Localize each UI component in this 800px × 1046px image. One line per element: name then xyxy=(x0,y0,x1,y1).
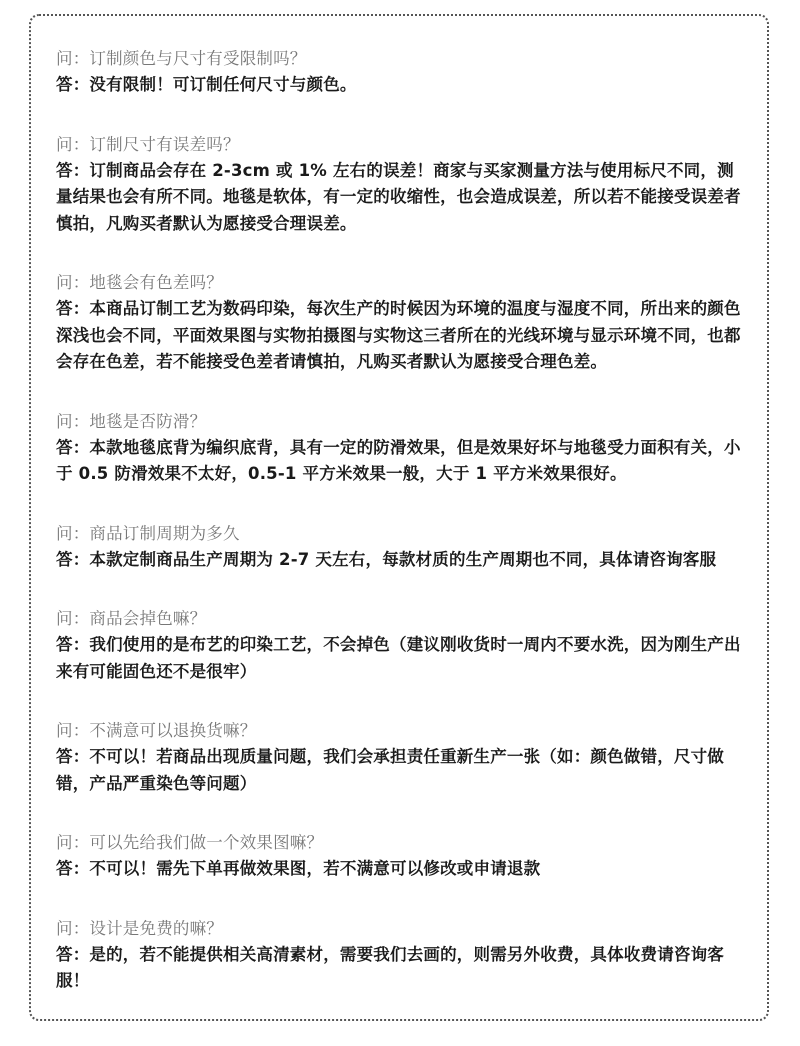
faq-question: 问：设计是免费的嘛？ xyxy=(56,918,223,938)
faq-item-color-difference xyxy=(56,270,746,376)
faq-question: 问：可以先给我们做一个效果图嘛？ xyxy=(56,833,324,852)
faq-question: 问：地毯是否防滑？ xyxy=(56,411,207,431)
faq-question: 问：订制颜色与尺寸有受限制吗？ xyxy=(56,49,307,68)
faq-item-size-tolerance xyxy=(56,132,746,238)
faq-list xyxy=(56,46,746,1028)
faq-answer: 答：是的，若不能提供相关高清素材，需要我们去画的，则需另外收费，具体收费请咨询客服！ xyxy=(56,944,724,990)
faq-item-preview-image xyxy=(56,830,746,883)
faq-answer: 答：没有限制！可订制任何尺寸与颜色。 xyxy=(56,75,357,94)
faq-question: 问：商品会掉色嘛？ xyxy=(56,609,207,628)
faq-answer: 答：不可以！需先下单再做效果图，若不满意可以修改或申请退款 xyxy=(56,859,541,878)
faq-question: 问：不满意可以退换货嘛？ xyxy=(56,721,257,740)
faq-answer: 答：本款定制商品生产周期为 2-7 天左右，每款材质的生产周期也不同，具体请咨询客服 xyxy=(56,549,717,569)
faq-question: 问：商品订制周期为多久 xyxy=(56,523,240,543)
faq-item-fading xyxy=(56,606,746,685)
faq-answer: 答：订制商品会存在 2-3cm 或 1% 左右的误差！商家与买家测量方法与使用标尺不同，测量结果也会有所不同。地毯是软体，有一定的收缩性，也会造成误差，所以若不能接受误差者慎拍，凡购买者默认为愿接受合理误差。 xyxy=(56,160,741,233)
faq-answer: 答：不可以！若商品出现质量问题，我们会承担责任重新生产一张（如：颜色做错，尺寸做错，产品严重染色等问题） xyxy=(56,747,724,793)
faq-question: 问：订制尺寸有误差吗？ xyxy=(56,134,240,154)
faq-item-production-time xyxy=(56,521,746,574)
faq-answer: 答：我们使用的是布艺的印染工艺，不会掉色（建议刚收货时一周内不要水洗，因为刚生产出来有可能固色还不是很牢） xyxy=(56,635,741,681)
faq-answer: 答：本商品订制工艺为数码印染，每次生产的时候因为环境的温度与湿度不同，所出来的颜色深浅也会不同，平面效果图与实物拍摄图与实物这三者所在的光线环境与显示环境不同，也都会存在色差，若不能接受色差者请慎拍，凡购买者默认为愿接受合理色差。 xyxy=(56,299,741,371)
faq-item-returns xyxy=(56,718,746,797)
faq-item-custom-color-size xyxy=(56,46,746,99)
faq-answer: 答：本款地毯底背为编织底背，具有一定的防滑效果，但是效果好坏与地毯受力面积有关，小于 0.5 防滑效果不太好，0.5-1 平方米效果一般，大于 1 平方米效果很好。 xyxy=(56,437,741,483)
faq-item-design-fee xyxy=(56,916,746,995)
faq-item-anti-slip xyxy=(56,409,746,488)
faq-question: 问：地毯会有色差吗？ xyxy=(56,273,223,292)
